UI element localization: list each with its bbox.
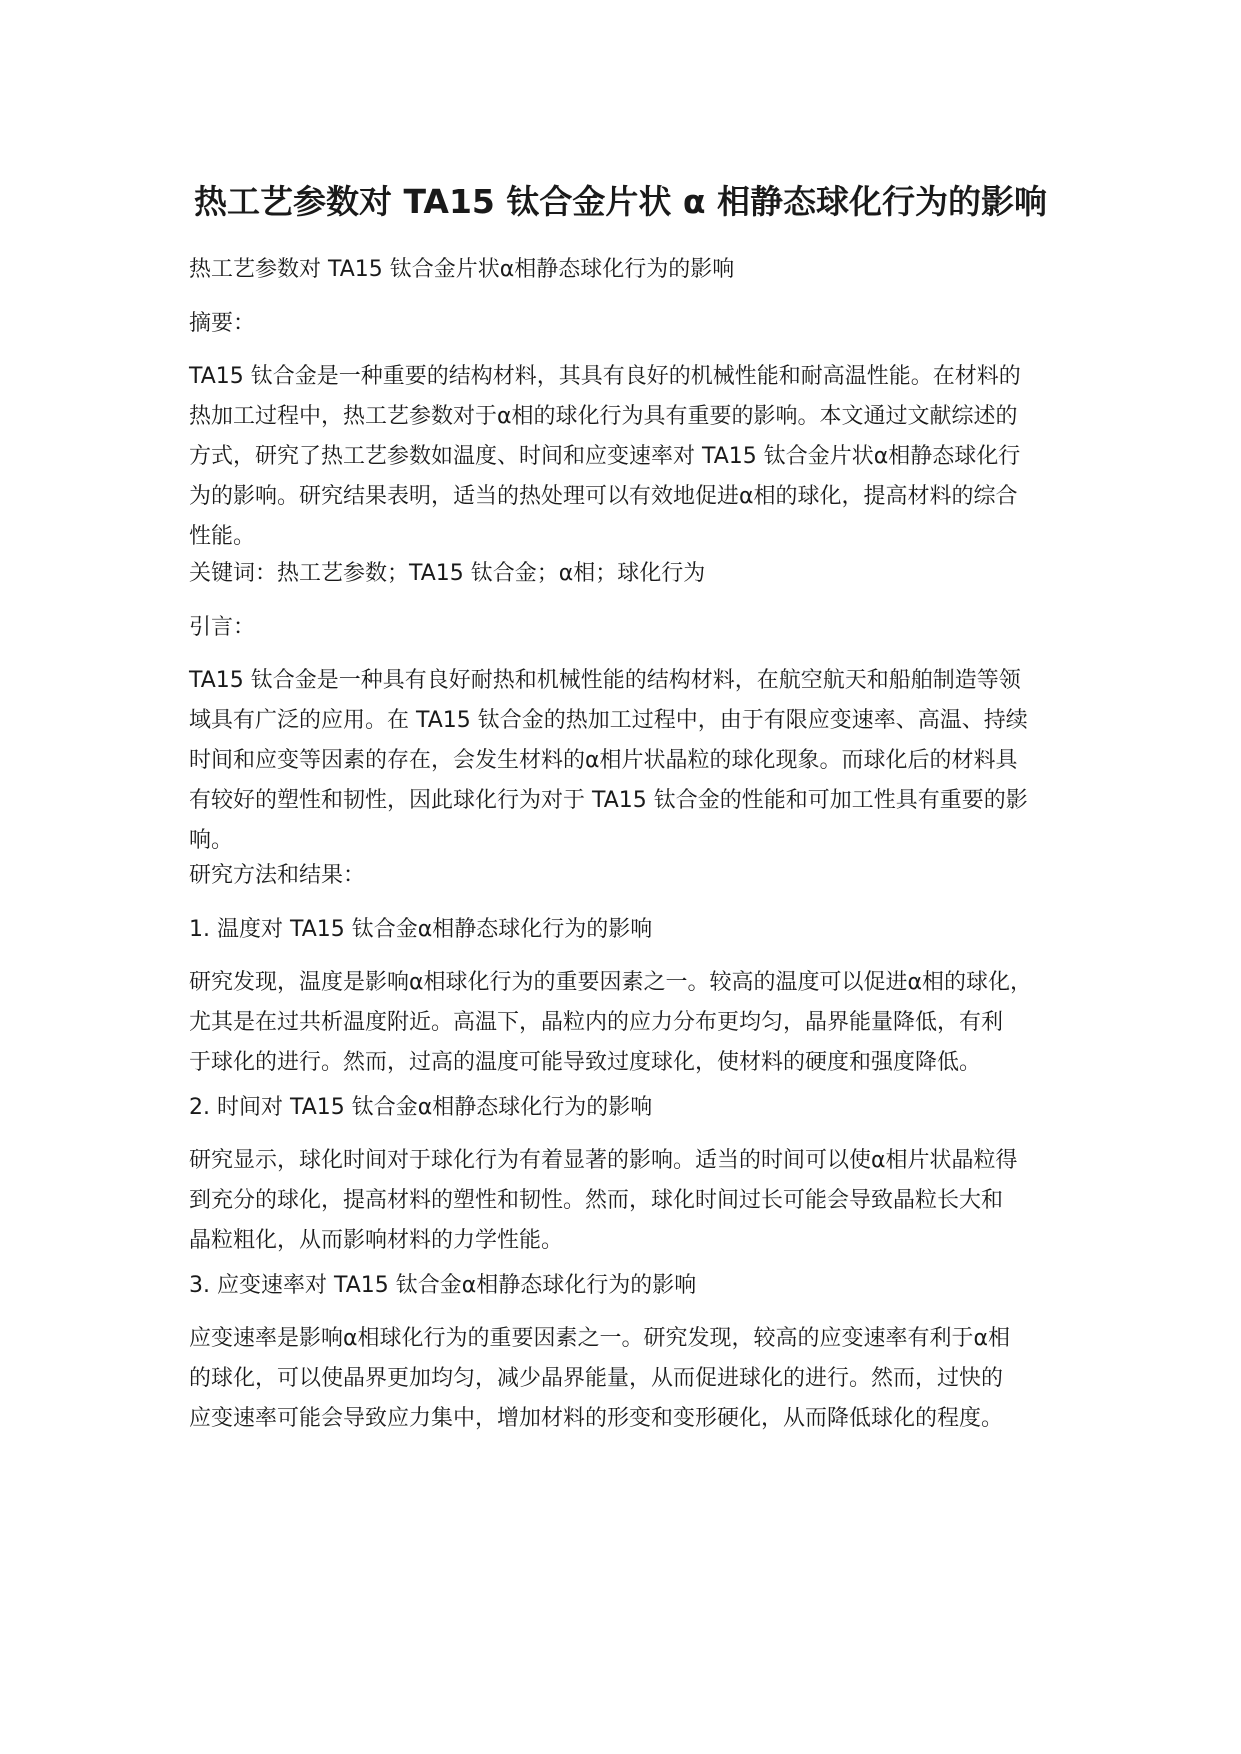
abstract-line: 性能。 xyxy=(189,524,256,549)
section-1-line: 研究发现，温度是影响α相球化行为的重要因素之一。较高的温度可以促进α相的球化， xyxy=(189,970,1033,995)
section-2-line: 晶粒粗化，从而影响材料的力学性能。 xyxy=(189,1228,564,1253)
section-2-paragraph xyxy=(189,1141,1089,1261)
intro-line: 时间和应变等因素的存在，会发生材料的α相片状晶粒的球化现象。而球化后的材料具 xyxy=(189,748,1018,773)
intro-line: 域具有广泛的应用。在 TA15 钛合金的热加工过程中，由于有限应变速率、高温、持续 xyxy=(189,708,1028,733)
abstract-line: 为的影响。研究结果表明，适当的热处理可以有效地促进α相的球化，提高材料的综合 xyxy=(189,484,1018,509)
section-1-line: 于球化的进行。然而，过高的温度可能导致过度球化，使材料的硬度和强度降低。 xyxy=(189,1050,982,1075)
section-1-line: 尤其是在过共析温度附近。高温下，晶粒内的应力分布更均匀，晶界能量降低，有利 xyxy=(189,1010,1004,1035)
section-3-line: 应变速率可能会导致应力集中，增加材料的形变和变形硬化，从而降低球化的程度。 xyxy=(189,1406,1004,1431)
section-1-heading: 1. 温度对 TA15 钛合金α相静态球化行为的影响 xyxy=(189,917,653,942)
abstract-heading: 摘要： xyxy=(189,311,256,336)
subtitle: 热工艺参数对 TA15 钛合金片状α相静态球化行为的影响 xyxy=(189,257,735,282)
section-3-paragraph xyxy=(189,1319,1089,1439)
methods-heading: 研究方法和结果： xyxy=(189,863,366,888)
intro-line: 响。 xyxy=(189,828,234,853)
abstract-paragraph xyxy=(189,357,1089,557)
section-2-line: 研究显示，球化时间对于球化行为有着显著的影响。适当的时间可以使α相片状晶粒得 xyxy=(189,1148,1018,1173)
section-3-heading: 3. 应变速率对 TA15 钛合金α相静态球化行为的影响 xyxy=(189,1273,697,1298)
keywords: 关键词：热工艺参数；TA15 钛合金；α相；球化行为 xyxy=(189,561,706,586)
section-2-line: 到充分的球化，提高材料的塑性和韧性。然而，球化时间过长可能会导致晶粒长大和 xyxy=(189,1188,1004,1213)
abstract-line: TA15 钛合金是一种重要的结构材料，其具有良好的机械性能和耐高温性能。在材料的 xyxy=(189,364,1021,389)
intro-paragraph xyxy=(189,661,1089,861)
section-3-line: 应变速率是影响α相球化行为的重要因素之一。研究发现，较高的应变速率有利于α相 xyxy=(189,1326,1011,1351)
section-3-line: 的球化，可以使晶界更加均匀，减少晶界能量，从而促进球化的进行。然而，过快的 xyxy=(189,1366,1004,1391)
abstract-line: 热加工过程中，热工艺参数对于α相的球化行为具有重要的影响。本文通过文献综述的 xyxy=(189,404,1018,429)
section-1-paragraph xyxy=(189,963,1089,1083)
abstract-line: 方式，研究了热工艺参数如温度、时间和应变速率对 TA15 钛合金片状α相静态球化行 xyxy=(189,444,1021,469)
intro-line: 有较好的塑性和韧性，因此球化行为对于 TA15 钛合金的性能和可加工性具有重要的影 xyxy=(189,788,1028,813)
document-title: 热工艺参数对 TA15 钛合金片状 α 相静态球化行为的影响 xyxy=(193,182,1048,221)
intro-line: TA15 钛合金是一种具有良好耐热和机械性能的结构材料，在航空航天和船舶制造等领 xyxy=(189,668,1021,693)
section-2-heading: 2. 时间对 TA15 钛合金α相静态球化行为的影响 xyxy=(189,1095,653,1120)
intro-heading: 引言： xyxy=(189,615,256,640)
